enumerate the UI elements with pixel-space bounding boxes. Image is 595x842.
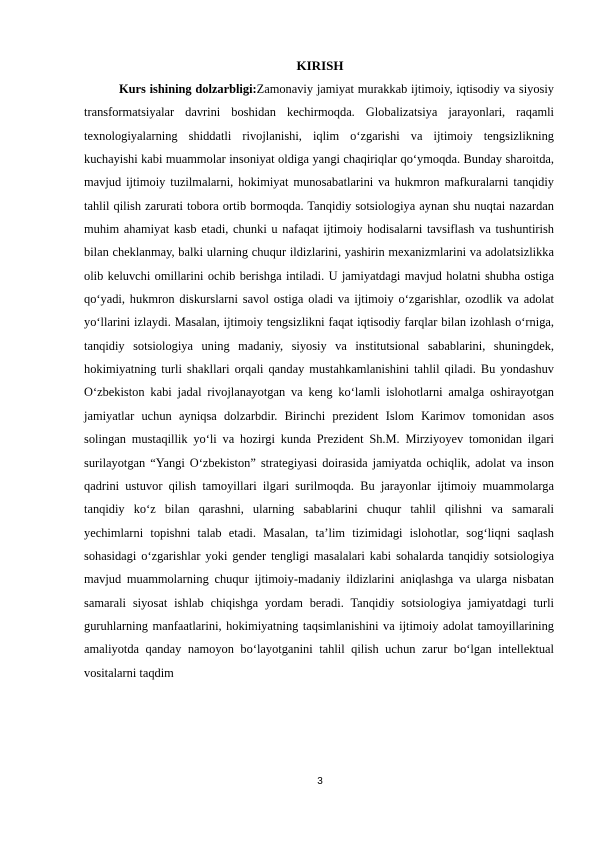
page-number: 3 (317, 776, 323, 787)
lead-phrase: Kurs ishining dolzarbligi: (119, 82, 257, 96)
section-heading: KIRISH (296, 58, 344, 73)
paragraph-text: Zamonaviy jamiyat murakkab ijtimoiy, iqtisodiy va siyosiy transformatsiyalar davrini boshidan kechirmoqda. Globalizatsiya jarayonlari, raqamli texnologiyalarning shiddatli rivojlanishi, iqlim o‘zgarishi va ijtimoiy tengsizlikning kuchayishi kabi muammolar insoniyat oldiga yangi chaqiriqlar qo‘ymoqda. Bunday sharoitda, mavjud ijtimoiy tuzilmalarni, hokimiyat munosabatlarini va hukmron mafkuralarni tanqidiy tahlil qilish zarurati tobora ortib bormoqda. Tanqidiy sotsiologiya aynan shu nuqtai nazardan muhim ahamiyat kasb etadi, chunki u nafaqat ijtimoiy hodisalarni tavsiflash va tushuntirish bilan cheklanmay, balki ularning chuqur ildizlarini, yashirin mexanizmlarini va adolatsizlikka olib keluvchi omillarini ochib berishga intiladi. U jamiyatdagi mavjud holatni shubha ostiga qo‘yadi, hukmron diskurslarni savol ostiga oladi va ijtimoiy o‘zgarishlar, ozodlik va adolat yo‘llarini izlaydi. Masalan, ijtimoiy tengsizlikni faqat iqtisodiy farqlar bilan izohlash o‘rniga, tanqidiy sotsiologiya uning madaniy, siyosiy va institutsional sabablarini, shuningdek, hokimiyatning turli shakllari orqali qanday mustahkamlanishini tahlil qiladi. Bu yondashuv O‘zbekiston kabi jadal rivojlanayotgan va keng ko‘lamli islohotlarni amalga oshirayotgan jamiyatlar uchun ayniqsa dolzarbdir. Birinchi prezident Islom Karimov tomonidan asos solingan mustaqillik yo‘li va hozirgi kunda Prezident Sh.M. Mirziyoyev tomonidan ilgari surilayotgan “Yangi O‘zbekiston” strategiyasi doirasida jamiyatda ochiqlik, adolat va inson qadrini ustuvor qilish tamoyillari ilgari surilmoqda. Bu jarayonlar ijtimoiy muammolarga tanqidiy ko‘z bilan qarashni, ularning sabablarini chuqur tahlil qilishni va samarali yechimlarni topishni talab etadi. Masalan, ta’lim tizimidagi islohotlar, sog‘liqni saqlash sohasidagi o‘zgarishlar yoki gender tengligi masalalari kabi sohalarda tanqidiy sotsiologiya mavjud muammolarning chuqur ijtimoiy-madaniy ildizlarini aniqlashga va ularga nisbatan samarali siyosat ishlab chiqishga yordam beradi. Tanqidiy sotsiologiya jamiyatdagi turli guruhlarning manfaatlarini, hokimiyatning taqsimlanishini va ijtimoiy adolat tamoyillarining amaliyotda qanday namoyon bo‘layotganini tahlil qilish uchun zarur bo‘lgan intellektual vositalarni taqdim (84, 82, 555, 680)
body-paragraph (84, 78, 554, 685)
